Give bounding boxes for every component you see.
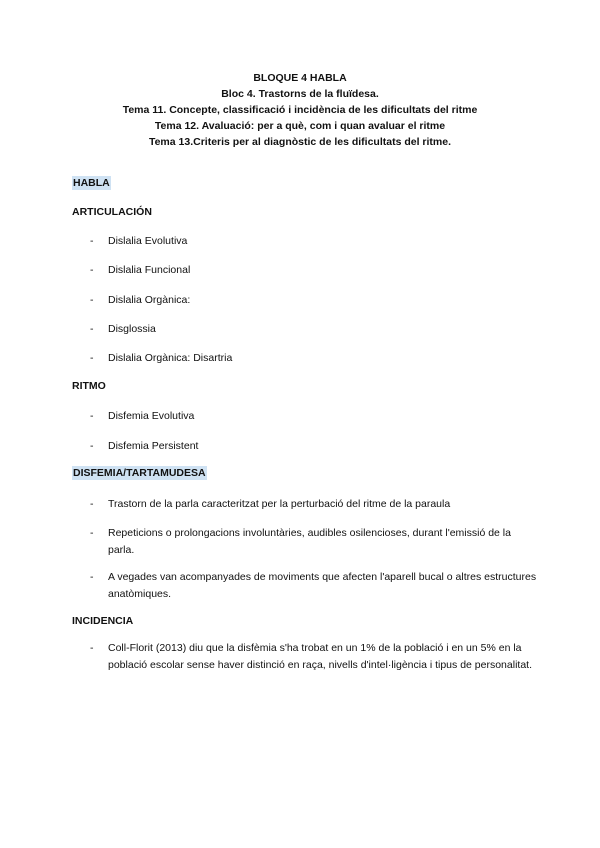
- header-line-tema-12: Tema 12. Avaluació: per a què, com i quan avaluar el ritme: [154, 120, 446, 132]
- bullet-dash: -: [90, 642, 94, 654]
- bullet-dash: -: [90, 571, 94, 583]
- bullet-dash: -: [90, 294, 94, 306]
- bullet-dash: -: [90, 235, 94, 247]
- list-item-text: Dislalia Orgànica: Disartria: [108, 352, 233, 364]
- bullet-dash: -: [90, 352, 94, 364]
- list-item-text: Dislalia Funcional: [108, 264, 191, 276]
- section-title-disfemia: [72, 466, 207, 480]
- header-line-tema-11: Tema 11. Concepte, classificació i incidència de les dificultats del ritme: [122, 104, 478, 116]
- list-item-text: Coll-Florit (2013) diu que la disfèmia s'ha trobat en un 1% de la població i en un 5% en la població escolar sense haver distinció en raça, nivells d'intel·ligència i tipus de personalitat.: [108, 642, 532, 671]
- list-item: [90, 525, 540, 559]
- list-item: [90, 292, 540, 309]
- section-title-ritmo: RITMO: [72, 380, 106, 392]
- list-item: [90, 233, 540, 250]
- list-item-text: Dislalia Orgànica:: [108, 294, 191, 306]
- document-header: [0, 70, 600, 150]
- list-item: [90, 569, 540, 603]
- section-title-articulacion: ARTICULACIÓN: [72, 206, 152, 218]
- list-item: [90, 640, 540, 674]
- bullet-dash: -: [90, 323, 94, 335]
- list-item: [90, 321, 540, 338]
- header-line-tema-13: Tema 13.Criteris per al diagnòstic de les dificultats del ritme.: [148, 136, 452, 148]
- list-item: [90, 262, 540, 279]
- list-item: [90, 496, 540, 513]
- bullet-dash: -: [90, 527, 94, 539]
- section-title-habla: [72, 176, 111, 190]
- bullet-dash: -: [90, 410, 94, 422]
- list-item-text: Disglossia: [108, 323, 156, 335]
- list-item-text: Dislalia Evolutiva: [108, 235, 188, 247]
- habla-heading: HABLA: [73, 177, 110, 189]
- list-item: [90, 438, 540, 455]
- bullet-dash: -: [90, 498, 94, 510]
- list-item-text: Repeticions o prolongacions involuntàries, audibles osilencioses, durant l'emissió de la parla.: [108, 527, 511, 556]
- header-line-bloc: Bloc 4. Trastorns de la fluïdesa.: [221, 88, 379, 100]
- list-item: [90, 350, 540, 367]
- list-item: [90, 408, 540, 425]
- list-item-text: Disfemia Evolutiva: [108, 410, 195, 422]
- section-title-incidencia: INCIDENCIA: [72, 615, 134, 627]
- list-item-text: A vegades van acompanyades de moviments que afecten l'aparell bucal o altres estructures anatòmiques.: [108, 571, 537, 600]
- header-line-bloque: BLOQUE 4 HABLA: [253, 72, 347, 84]
- disfemia-heading: DISFEMIA/TARTAMUDESA: [73, 467, 206, 479]
- list-item-text: Disfemia Persistent: [108, 440, 199, 452]
- bullet-dash: -: [90, 440, 94, 452]
- bullet-dash: -: [90, 264, 94, 276]
- list-item-text: Trastorn de la parla caracteritzat per la perturbació del ritme de la paraula: [108, 498, 451, 510]
